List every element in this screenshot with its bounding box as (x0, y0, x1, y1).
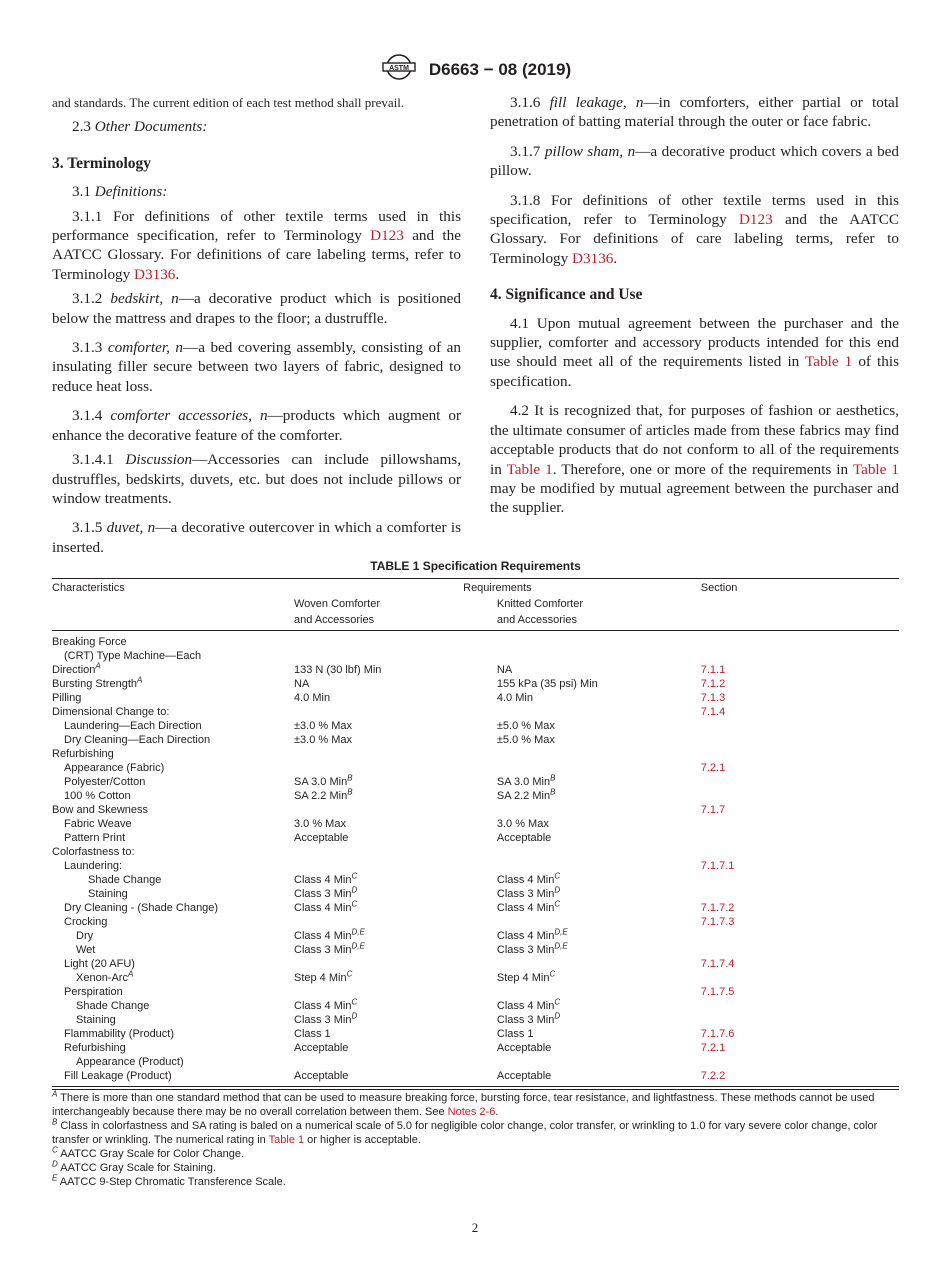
header-requirements: Requirements (463, 582, 532, 594)
cell-woven (294, 631, 497, 650)
cell-section (701, 1041, 899, 1055)
cell-woven: Class 1 (294, 1028, 331, 1040)
cell-woven: 4.0 Min (294, 692, 331, 704)
cell-section (701, 1013, 899, 1027)
cell-knitted: SA 2.2 Min$^B$ (496, 787, 556, 802)
table-row (52, 831, 899, 845)
cell-woven (294, 859, 497, 873)
cell-characteristic: Direction$^A$ (52, 661, 101, 676)
section-3-1-1: 3.1.1 For definitions of other textile terms used in this performance specification, refer to Terminology D123 and the AATCC Glossary. For definitions of care labeling terms, refer to Terminology D3136. (52, 207, 461, 283)
cell-characteristic: Pilling (52, 692, 82, 704)
cell-knitted: SA 3.0 Min$^B$ (496, 773, 556, 788)
cell-knitted (497, 1055, 701, 1069)
cell-knitted: ±5.0 % Max (496, 720, 555, 732)
cell-knitted (497, 859, 701, 873)
cell-characteristic: Laundering: (64, 860, 123, 872)
cell-characteristic: Dry (76, 930, 94, 942)
cell-woven (294, 803, 497, 817)
cell-knitted (497, 803, 701, 817)
cell-knitted (497, 705, 701, 719)
cell-section (701, 775, 899, 789)
page-header (0, 52, 950, 87)
section-link[interactable]: 7.1.7.5 (700, 986, 735, 998)
section-4-2: 4.2 It is recognized that, for purposes of fashion or aesthetics, the ultimate consumer of articles made from these fabrics may find acceptable products that do not conform to all of the requirements in Table 1. Therefore, one or more of the requirements in Table 1 may be modified by mutual agreement between the purchaser and the supplier. (490, 402, 899, 517)
cell-knitted: 4.0 Min (496, 692, 533, 704)
table-row (52, 1041, 899, 1055)
cell-woven (294, 915, 497, 929)
table-row (52, 817, 899, 831)
specification-table (52, 578, 899, 1087)
cell-section (701, 663, 899, 677)
table-row (52, 873, 899, 887)
cell-knitted (497, 985, 701, 999)
section-link[interactable]: 7.1.7 (700, 804, 726, 816)
section-link[interactable]: 7.1.2 (700, 678, 726, 690)
cell-characteristic: Dimensional Change to: (52, 706, 170, 718)
cell-woven: Class 3 Min$^D$ (294, 885, 358, 900)
link-d123[interactable]: D123 (370, 227, 404, 245)
cell-section (701, 957, 899, 971)
cell-knitted: 155 kPa (35 psi) Min (496, 678, 598, 690)
table-row (52, 999, 899, 1013)
section-link[interactable]: 7.1.7.2 (700, 902, 735, 914)
cell-section (701, 733, 899, 747)
table-row (52, 649, 899, 663)
cell-characteristic: Breaking Force (52, 636, 127, 648)
cell-characteristic: Shade Change (76, 1000, 150, 1012)
link-table-1[interactable]: Table 1 (268, 1134, 305, 1146)
table-body (52, 631, 899, 1087)
cell-section (701, 691, 899, 705)
cell-woven: 3.0 % Max (294, 818, 346, 830)
cell-woven (294, 957, 497, 971)
footnote-b: $^B$ Class in colorfastness and SA rating is baled on a numerical scale of 5.0 for negligible color change, color transfer, or wrinkling to 1.0 for vary severe color change, color transfer or wrinkling. The numerical rating in Table 1 or higher is acceptable. (52, 1117, 878, 1146)
cell-characteristic: Polyester/Cotton (64, 776, 146, 788)
link-notes-2-6[interactable]: Notes 2-6 (447, 1106, 496, 1118)
logo-text: ASTM (388, 65, 409, 72)
cell-knitted: Class 4 Min$^C$ (496, 899, 561, 914)
cell-woven: ±3.0 % Max (294, 734, 353, 746)
cell-characteristic: Appearance (Product) (76, 1056, 184, 1068)
cell-characteristic: Fill Leakage (Product) (64, 1070, 172, 1082)
section-link[interactable]: 7.1.7.1 (700, 860, 735, 872)
section-link[interactable]: 7.1.7.4 (700, 958, 735, 970)
cell-woven: Acceptable (294, 832, 349, 844)
table-row (52, 985, 899, 999)
table-row (52, 663, 899, 677)
table-row (52, 1027, 899, 1041)
cell-knitted (497, 747, 701, 761)
table-row (52, 803, 899, 817)
footnote-d: $^D$ AATCC Gray Scale for Staining. (52, 1159, 216, 1174)
table-row (52, 957, 899, 971)
cell-characteristic: Light (20 AFU) (64, 958, 135, 970)
cell-woven: SA 3.0 Min$^B$ (294, 773, 353, 788)
table-row (52, 631, 899, 650)
cell-woven (294, 845, 497, 859)
cell-characteristic: Staining (76, 1014, 116, 1026)
cell-section (701, 873, 899, 887)
footnote-c: $^C$ AATCC Gray Scale for Color Change. (52, 1145, 245, 1160)
cell-section (701, 747, 899, 761)
cell-knitted: Acceptable (496, 1042, 552, 1054)
cell-knitted (497, 915, 701, 929)
section-link[interactable]: 7.2.2 (700, 1070, 726, 1082)
header-section: Section (700, 582, 738, 594)
cell-characteristic: Dry Cleaning—Each Direction (64, 734, 211, 746)
cell-woven: ±3.0 % Max (294, 720, 353, 732)
cell-characteristic: 100 % Cotton (64, 790, 131, 802)
footnote-e: $^E$ AATCC 9-Step Chromatic Transference Scale. (52, 1173, 286, 1188)
cell-characteristic: Laundering—Each Direction (64, 720, 202, 732)
cell-section (701, 677, 899, 691)
cell-section (701, 631, 899, 650)
cell-knitted (497, 845, 701, 859)
section-heading-significance: 4. Significance and Use (490, 286, 643, 304)
table-row (52, 705, 899, 719)
section-link[interactable]: 7.1.1 (700, 664, 726, 676)
cell-knitted (497, 631, 701, 650)
cell-section (701, 789, 899, 803)
cell-section (701, 817, 899, 831)
cell-characteristic: Perspiration (64, 986, 123, 998)
section-3-1-7: 3.1.7 pillow sham, n—a decorative product which covers a bed pillow. (490, 142, 899, 180)
cell-woven (294, 1055, 497, 1069)
cell-woven: Class 3 Min$^D$ (294, 1011, 358, 1026)
astm-logo-icon (379, 52, 419, 87)
cell-section (701, 1055, 899, 1069)
header-woven-line2: and Accessories (294, 614, 375, 626)
cell-knitted: Class 4 Min$^{D,E}$ (496, 927, 568, 942)
cell-characteristic: Colorfastness to: (52, 846, 135, 858)
link-table-1[interactable]: Table 1 (852, 460, 899, 478)
section-link[interactable]: 7.1.7.3 (700, 916, 735, 928)
cell-section (701, 943, 899, 957)
cell-characteristic: Dry Cleaning - (Shade Change) (64, 902, 219, 914)
table-row (52, 1055, 899, 1069)
link-d123-right[interactable]: D123 (738, 211, 773, 229)
table-row (52, 859, 899, 873)
table-row (52, 929, 899, 943)
cell-knitted: Class 4 Min$^C$ (496, 871, 561, 886)
cell-woven: Class 4 Min$^C$ (294, 997, 358, 1012)
table-row (52, 789, 899, 803)
cell-section (701, 845, 899, 859)
section-3-1: 3.1 Definitions: (72, 183, 168, 201)
header-knitted-line2: and Accessories (496, 614, 577, 626)
table-footnotes (52, 1089, 899, 1189)
cell-characteristic: Pattern Print (64, 832, 126, 844)
specification-table-block (52, 559, 899, 1189)
cell-woven: Step 4 Min$^C$ (294, 969, 353, 984)
table-title: TABLE 1 Specification Requirements (370, 559, 581, 573)
table-row (52, 845, 899, 859)
cell-woven: Class 4 Min$^C$ (294, 871, 358, 886)
cell-characteristic: Bow and Skewness (52, 804, 148, 816)
cell-section (701, 831, 899, 845)
cell-section (701, 901, 899, 915)
cell-characteristic: Bursting Strength$^A$ (52, 675, 143, 690)
cell-characteristic: (CRT) Type Machine—Each (64, 650, 202, 662)
cell-woven: Class 4 Min$^C$ (294, 899, 358, 914)
cell-section (701, 929, 899, 943)
cell-knitted: Acceptable (496, 832, 552, 844)
table-row (52, 677, 899, 691)
table-row (52, 971, 899, 985)
cell-section (701, 1069, 899, 1087)
cell-woven: Acceptable (294, 1070, 349, 1082)
cell-characteristic: Crocking (64, 916, 108, 928)
cell-woven (294, 985, 497, 999)
cell-knitted (497, 957, 701, 971)
cell-characteristic: Wet (76, 944, 96, 956)
table-row (52, 747, 899, 761)
cell-section (701, 1027, 899, 1041)
table-row (52, 887, 899, 901)
cell-knitted: ±5.0 % Max (496, 734, 555, 746)
section-3-1-3: 3.1.3 comforter, n—a bed covering assembly, consisting of an insulating filler secure between two layers of fabric, designed to reduce heat loss. (52, 339, 462, 395)
cell-woven: NA (294, 678, 310, 690)
cell-woven: SA 2.2 Min$^B$ (294, 787, 353, 802)
cell-section (701, 803, 899, 817)
cell-knitted: Class 4 Min$^C$ (496, 997, 561, 1012)
cell-knitted: 3.0 % Max (496, 818, 549, 830)
right-column (490, 93, 899, 523)
cell-knitted: Class 3 Min$^D$ (496, 1011, 561, 1026)
section-3-1-2: 3.1.2 bedskirt, n—a decorative product which is positioned below the mattress and drapes to the floor; a dustruffle. (52, 290, 461, 327)
section-link[interactable]: 7.1.7.6 (700, 1028, 735, 1040)
link-d3136[interactable]: D3136 (134, 265, 176, 283)
cell-woven: Acceptable (294, 1042, 349, 1054)
cell-knitted: Class 1 (496, 1028, 534, 1040)
cell-characteristic: Xenon-Arc$^A$ (76, 969, 134, 984)
cell-characteristic: Refurbishing (52, 748, 114, 760)
cell-knitted: NA (496, 664, 513, 676)
section-3-1-8: 3.1.8 For definitions of other textile terms used in this specification, refer to Terminology D123 and the AATCC Glossary. For definitions of care labeling terms, refer to Terminology D3136. (490, 191, 899, 267)
cell-knitted: Step 4 Min$^C$ (496, 969, 556, 984)
cell-knitted (497, 649, 701, 663)
table-row (52, 1013, 899, 1027)
cell-knitted: Class 3 Min$^D$ (496, 885, 561, 900)
cell-woven (294, 649, 497, 663)
footnote-a: $^A$ There is more than one standard method that can be used to measure breaking force, bursting force, tear resistance, and lightfastness. These methods cannot be used interchangeably because there may be no overall correlation between them. See Notes 2-6. (52, 1089, 875, 1118)
section-3-1-6: 3.1.6 fill leakage, n—in comforters, either partial or total penetration of batting material through the outer or face fabric. (490, 94, 900, 131)
section-link[interactable]: 7.2.1 (700, 762, 726, 774)
section-3-1-4-1: 3.1.4.1 Discussion—Accessories can include pillowshams, dustruffles, bedskirts, duvets, etc. but does not include pillows or window treatments. (52, 451, 461, 507)
paragraph-standards-note: and standards. The current edition of each test method shall prevail. (52, 95, 405, 110)
cell-section (701, 887, 899, 901)
cell-section (701, 985, 899, 999)
cell-section (701, 719, 899, 733)
page-number: 2 (471, 1220, 479, 1235)
cell-characteristic: Fabric Weave (64, 818, 132, 830)
cell-section (701, 915, 899, 929)
header-woven: Woven Comforter (294, 598, 380, 610)
cell-section (701, 649, 899, 663)
table-row (52, 915, 899, 929)
standard-designation: D6663 − 08 (2019) (428, 59, 572, 79)
cell-knitted: Class 3 Min$^{D,E}$ (496, 941, 568, 956)
cell-woven: Class 4 Min$^{D,E}$ (294, 927, 365, 942)
table-row (52, 733, 899, 747)
cell-woven: 133 N (30 lbf) Min (294, 664, 382, 676)
section-4-1: 4.1 Upon mutual agreement between the purchaser and the supplier, comforter and accessory products intended for this end use should meet all of the requirements listed in Table 1 of this specification. (490, 314, 899, 390)
link-table-1[interactable]: Table 1 (805, 353, 853, 371)
table-row (52, 1069, 899, 1087)
table-row (52, 761, 899, 775)
left-column (52, 93, 461, 562)
cell-characteristic: Shade Change (88, 874, 162, 886)
cell-characteristic: Staining (88, 888, 128, 900)
link-d3136-right[interactable]: D3136 (572, 249, 614, 267)
table-row (52, 901, 899, 915)
cell-woven (294, 705, 497, 719)
cell-knitted (497, 761, 701, 775)
section-heading-terminology: 3. Terminology (52, 154, 152, 172)
section-2-3: 2.3 Other Documents: (72, 118, 208, 136)
header-characteristics: Characteristics (52, 582, 125, 594)
section-link[interactable]: 7.1.4 (700, 706, 726, 718)
section-3-1-4: 3.1.4 comforter accessories, n—products which augment or enhance the decorative feature of the comforter. (52, 407, 461, 444)
cell-woven: Class 3 Min$^{D,E}$ (294, 941, 365, 956)
cell-woven (294, 761, 497, 775)
cell-knitted: Acceptable (496, 1070, 552, 1082)
table-row (52, 691, 899, 705)
table-row (52, 775, 899, 789)
cell-woven (294, 747, 497, 761)
header-knitted: Knitted Comforter (496, 598, 584, 610)
cell-section (701, 971, 899, 985)
table-row (52, 943, 899, 957)
section-3-1-5: 3.1.5 duvet, n—a decorative outercover in which a comforter is inserted. (52, 519, 462, 556)
cell-characteristic: Refurbishing (64, 1042, 126, 1054)
cell-section (701, 761, 899, 775)
cell-characteristic: Appearance (Fabric) (64, 762, 165, 774)
section-link[interactable]: 7.2.1 (700, 1042, 726, 1054)
section-link[interactable]: 7.1.3 (700, 692, 726, 704)
cell-section (701, 705, 899, 719)
cell-section (701, 859, 899, 873)
link-table-1[interactable]: Table 1 (506, 460, 553, 478)
cell-characteristic: Flammability (Product) (64, 1028, 175, 1040)
table-row (52, 719, 899, 733)
cell-section (701, 999, 899, 1013)
